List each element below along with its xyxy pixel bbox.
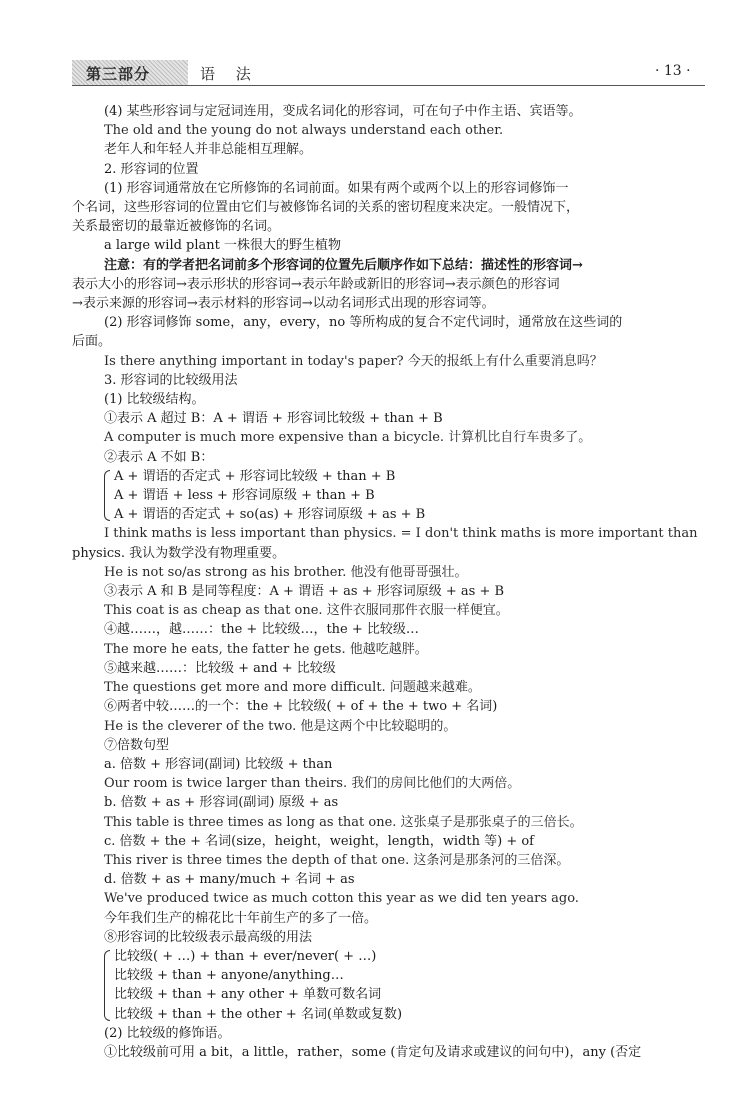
text-line: 关系最密切的最靠近被修饰的名词。 <box>72 219 281 235</box>
example-sentence: The old and the young do not always understand each other. <box>104 123 504 139</box>
example-sentence: Is there anything important in today's paper? 今天的报纸上有什么重要消息吗？ <box>104 353 603 369</box>
page-body <box>72 102 704 1062</box>
example-sentence: Our room is twice larger than theirs. 我们的房间比他们的大两倍。 <box>104 776 521 792</box>
section-title: 语 法 <box>200 65 259 83</box>
left-brace-icon <box>104 950 110 1021</box>
example-sentence: I think maths is less important than physics. = I don't think maths is more important than <box>104 526 698 542</box>
pattern-line: A + 谓语的否定式 + so(as) + 形容词原级 + as + B <box>114 507 426 523</box>
pattern-line: ②表示 A 不如 B： <box>104 449 214 465</box>
example-sentence: This table is three times as long as that one. 这张桌子是那张桌子的三倍长。 <box>104 814 583 830</box>
note-line: 注意：有的学者把名词前多个形容词的位置先后顺序作如下总结：描述性的形容词→ <box>104 257 583 273</box>
example-sentence: The questions get more and more difficult. 问题越来越难。 <box>104 680 481 696</box>
pattern-line: A + 谓语 + less + 形容词原级 + than + B <box>114 488 375 504</box>
example-sentence: The more he eats, the fatter he gets. 他越吃越胖。 <box>104 641 428 657</box>
pattern-line: 比较级 + than + the other + 名词(单数或复数) <box>114 1006 403 1022</box>
example-sentence: We've produced twice as much cotton this year as we did ten years ago. <box>104 891 579 907</box>
text-line: (2) 形容词修饰 some，any，every，no 等所构成的复合不定代词时，通常放在这些词的 <box>104 315 623 331</box>
pattern-brace-group <box>104 947 704 1024</box>
section-heading: 3. 形容词的比较级用法 <box>104 372 238 388</box>
pattern-line: ⑧形容词的比较级表示最高级的用法 <box>104 929 313 945</box>
example-sentence: He is the cleverer of the two. 他是这两个中比较聪明的。 <box>104 718 457 734</box>
pattern-line: A + 谓语的否定式 + 形容词比较级 + than + B <box>114 468 396 484</box>
pattern-line: a. 倍数 + 形容词(副词) 比较级 + than <box>104 756 333 772</box>
pattern-brace-group <box>104 467 704 525</box>
text-line: 表示大小的形容词→表示形状的形容词→表示年龄或新旧的形容词→表示颜色的形容词 <box>72 276 560 292</box>
pattern-line: ⑤越来越……：比较级 + and + 比较级 <box>104 660 336 676</box>
pattern-line: ①比较级前可用 a bit，a little，rather，some (肯定句及请求或建议的问句中)，any (否定 <box>104 1044 642 1060</box>
subsection-heading: (2) 比较级的修饰语。 <box>104 1025 231 1041</box>
text-line: 后面。 <box>72 334 112 350</box>
page-number: · 13 · <box>655 63 691 79</box>
pattern-line: ①表示 A 超过 B：A + 谓语 + 形容词比较级 + than + B <box>104 411 443 427</box>
example-phrase: a large wild plant 一株很大的野生植物 <box>104 238 342 254</box>
text-line: (4) 某些形容词与定冠词连用，变成名词化的形容词，可在句子中作主语、宾语等。 <box>104 104 582 119</box>
pattern-line: ③表示 A 和 B 是同等程度：A + 谓语 + as + 形容词原级 + as + B <box>104 584 505 600</box>
pattern-line: c. 倍数 + the + 名词(size，height，weight，length，width 等) + of <box>104 833 534 849</box>
pattern-line: 比较级 + than + any other + 单数可数名词 <box>114 987 382 1003</box>
example-sentence: This coat is as cheap as that one. 这件衣服同那件衣服一样便宜。 <box>104 603 509 619</box>
pattern-line: ⑦倍数句型 <box>104 737 170 753</box>
translation-line: 老年人和年轻人并非总能相互理解。 <box>104 142 313 158</box>
translation-line: 今年我们生产的棉花比十年前生产的多了一倍。 <box>104 910 378 926</box>
text-line: (1) 形容词通常放在它所修饰的名词前面。如果有两个或两个以上的形容词修饰一 <box>104 180 569 196</box>
section-heading: 2. 形容词的位置 <box>104 161 199 177</box>
pattern-line: ⑥两者中较……的一个：the + 比较级( + of + the + two + 名词) <box>104 699 498 715</box>
part-label: 第三部分 <box>86 65 151 83</box>
pattern-line: ④越……，越……：the + 比较级…，the + 比较级… <box>104 622 419 638</box>
text-line: 个名词，这些形容词的位置由它们与被修饰名词的关系的密切程度来决定。一般情况下， <box>72 200 580 216</box>
pattern-line: 比较级 + than + anyone/anything… <box>114 968 344 984</box>
header-divider <box>72 85 705 86</box>
example-sentence: He is not so/as strong as his brother. 他没有他哥哥强壮。 <box>104 564 468 580</box>
left-brace-icon <box>104 470 110 522</box>
example-sentence: A computer is much more expensive than a bicycle. 计算机比自行车贵多了。 <box>104 430 592 446</box>
example-sentence: This river is three times the depth of that one. 这条河是那条河的三倍深。 <box>104 852 570 868</box>
pattern-line: 比较级( + …) + than + ever/never( + …) <box>114 948 377 964</box>
pattern-line: d. 倍数 + as + many/much + 名词 + as <box>104 872 355 888</box>
text-line: →表示来源的形容词→表示材料的形容词→以动名词形式出现的形容词等。 <box>72 296 495 312</box>
pattern-line: b. 倍数 + as + 形容词(副词) 原级 + as <box>104 795 339 811</box>
example-sentence: physics. 我认为数学没有物理重要。 <box>72 545 286 561</box>
subsection-heading: (1) 比较级结构。 <box>104 392 205 408</box>
